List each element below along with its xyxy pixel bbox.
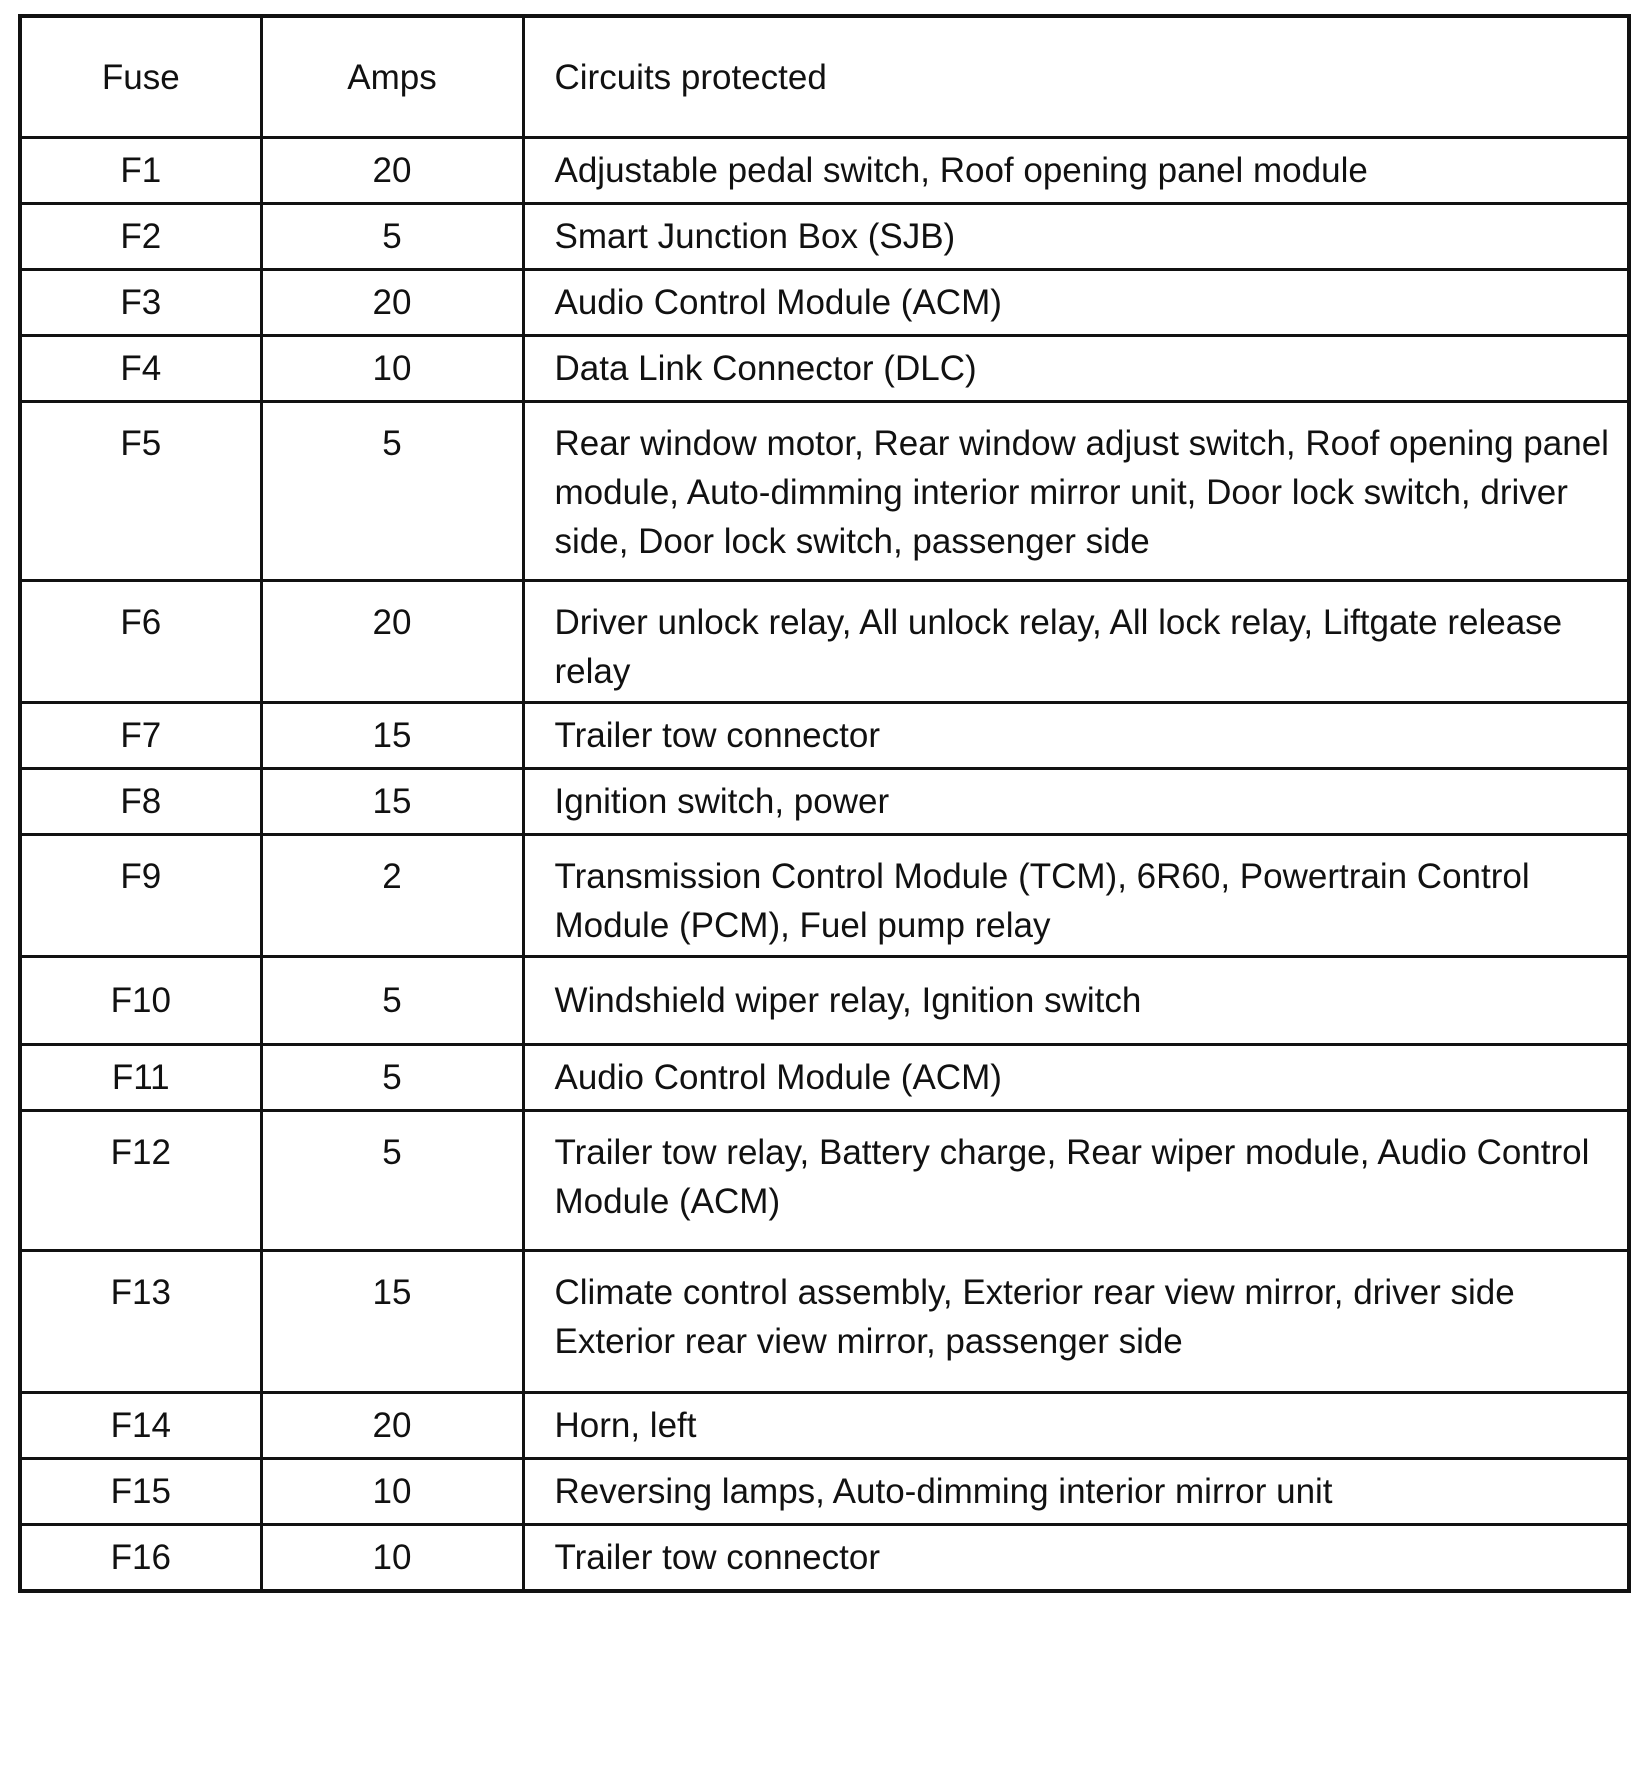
table-row (20, 204, 1629, 270)
amps-cell: 2 (261, 835, 523, 957)
header-circuits: Circuits protected (523, 16, 1629, 138)
fuse-cell: F8 (20, 769, 261, 835)
table-row (20, 581, 1629, 703)
table-row (20, 270, 1629, 336)
circuits-cell: Adjustable pedal switch, Roof opening panel module (523, 138, 1629, 204)
circuits-cell: Climate control assembly, Exterior rear view mirror, driver side Exterior rear view mirror, passenger side (523, 1251, 1629, 1393)
table-row (20, 1111, 1629, 1251)
table-row (20, 957, 1629, 1045)
fuse-cell: F3 (20, 270, 261, 336)
fuse-cell: F14 (20, 1393, 261, 1459)
fuse-cell: F2 (20, 204, 261, 270)
circuits-cell: Smart Junction Box (SJB) (523, 204, 1629, 270)
circuits-cell: Audio Control Module (ACM) (523, 270, 1629, 336)
header-amps: Amps (261, 16, 523, 138)
table-row (20, 1525, 1629, 1592)
fuse-cell: F10 (20, 957, 261, 1045)
amps-cell: 5 (261, 204, 523, 270)
header-fuse: Fuse (20, 16, 261, 138)
table-row (20, 1393, 1629, 1459)
amps-cell: 15 (261, 703, 523, 769)
amps-cell: 10 (261, 1459, 523, 1525)
table-row (20, 1459, 1629, 1525)
table-row (20, 835, 1629, 957)
circuits-cell: Audio Control Module (ACM) (523, 1045, 1629, 1111)
table-row (20, 138, 1629, 204)
circuits-cell: Data Link Connector (DLC) (523, 336, 1629, 402)
fuse-cell: F11 (20, 1045, 261, 1111)
amps-cell: 5 (261, 1111, 523, 1251)
circuits-cell: Horn, left (523, 1393, 1629, 1459)
amps-cell: 20 (261, 270, 523, 336)
circuits-cell: Rear window motor, Rear window adjust switch, Roof opening panel module, Auto-dimming interior mirror unit, Door lock switch, driver side, Door lock switch, passenger side (523, 402, 1629, 581)
amps-cell: 15 (261, 769, 523, 835)
amps-cell: 20 (261, 581, 523, 703)
amps-cell: 10 (261, 1525, 523, 1592)
fuse-cell: F12 (20, 1111, 261, 1251)
amps-cell: 15 (261, 1251, 523, 1393)
header-row (20, 16, 1629, 138)
circuits-cell: Driver unlock relay, All unlock relay, All lock relay, Liftgate release relay (523, 581, 1629, 703)
table-row (20, 703, 1629, 769)
circuits-cell: Trailer tow connector (523, 1525, 1629, 1592)
amps-cell: 20 (261, 1393, 523, 1459)
amps-cell: 20 (261, 138, 523, 204)
circuits-cell: Windshield wiper relay, Ignition switch (523, 957, 1629, 1045)
table-row (20, 402, 1629, 581)
fuse-cell: F7 (20, 703, 261, 769)
amps-cell: 10 (261, 336, 523, 402)
table-row (20, 1045, 1629, 1111)
circuits-cell: Trailer tow relay, Battery charge, Rear wiper module, Audio Control Module (ACM) (523, 1111, 1629, 1251)
fuse-cell: F5 (20, 402, 261, 581)
amps-cell: 5 (261, 1045, 523, 1111)
circuits-cell: Transmission Control Module (TCM), 6R60, Powertrain Control Module (PCM), Fuel pump relay (523, 835, 1629, 957)
fuse-table (18, 14, 1631, 1593)
fuse-cell: F6 (20, 581, 261, 703)
amps-cell: 5 (261, 402, 523, 581)
circuits-cell: Ignition switch, power (523, 769, 1629, 835)
fuse-cell: F1 (20, 138, 261, 204)
table-row (20, 769, 1629, 835)
amps-cell: 5 (261, 957, 523, 1045)
fuse-cell: F15 (20, 1459, 261, 1525)
fuse-cell: F16 (20, 1525, 261, 1592)
circuits-cell: Trailer tow connector (523, 703, 1629, 769)
circuits-cell: Reversing lamps, Auto-dimming interior mirror unit (523, 1459, 1629, 1525)
fuse-cell: F13 (20, 1251, 261, 1393)
fuse-cell: F4 (20, 336, 261, 402)
fuse-cell: F9 (20, 835, 261, 957)
table-row (20, 1251, 1629, 1393)
table-row (20, 336, 1629, 402)
